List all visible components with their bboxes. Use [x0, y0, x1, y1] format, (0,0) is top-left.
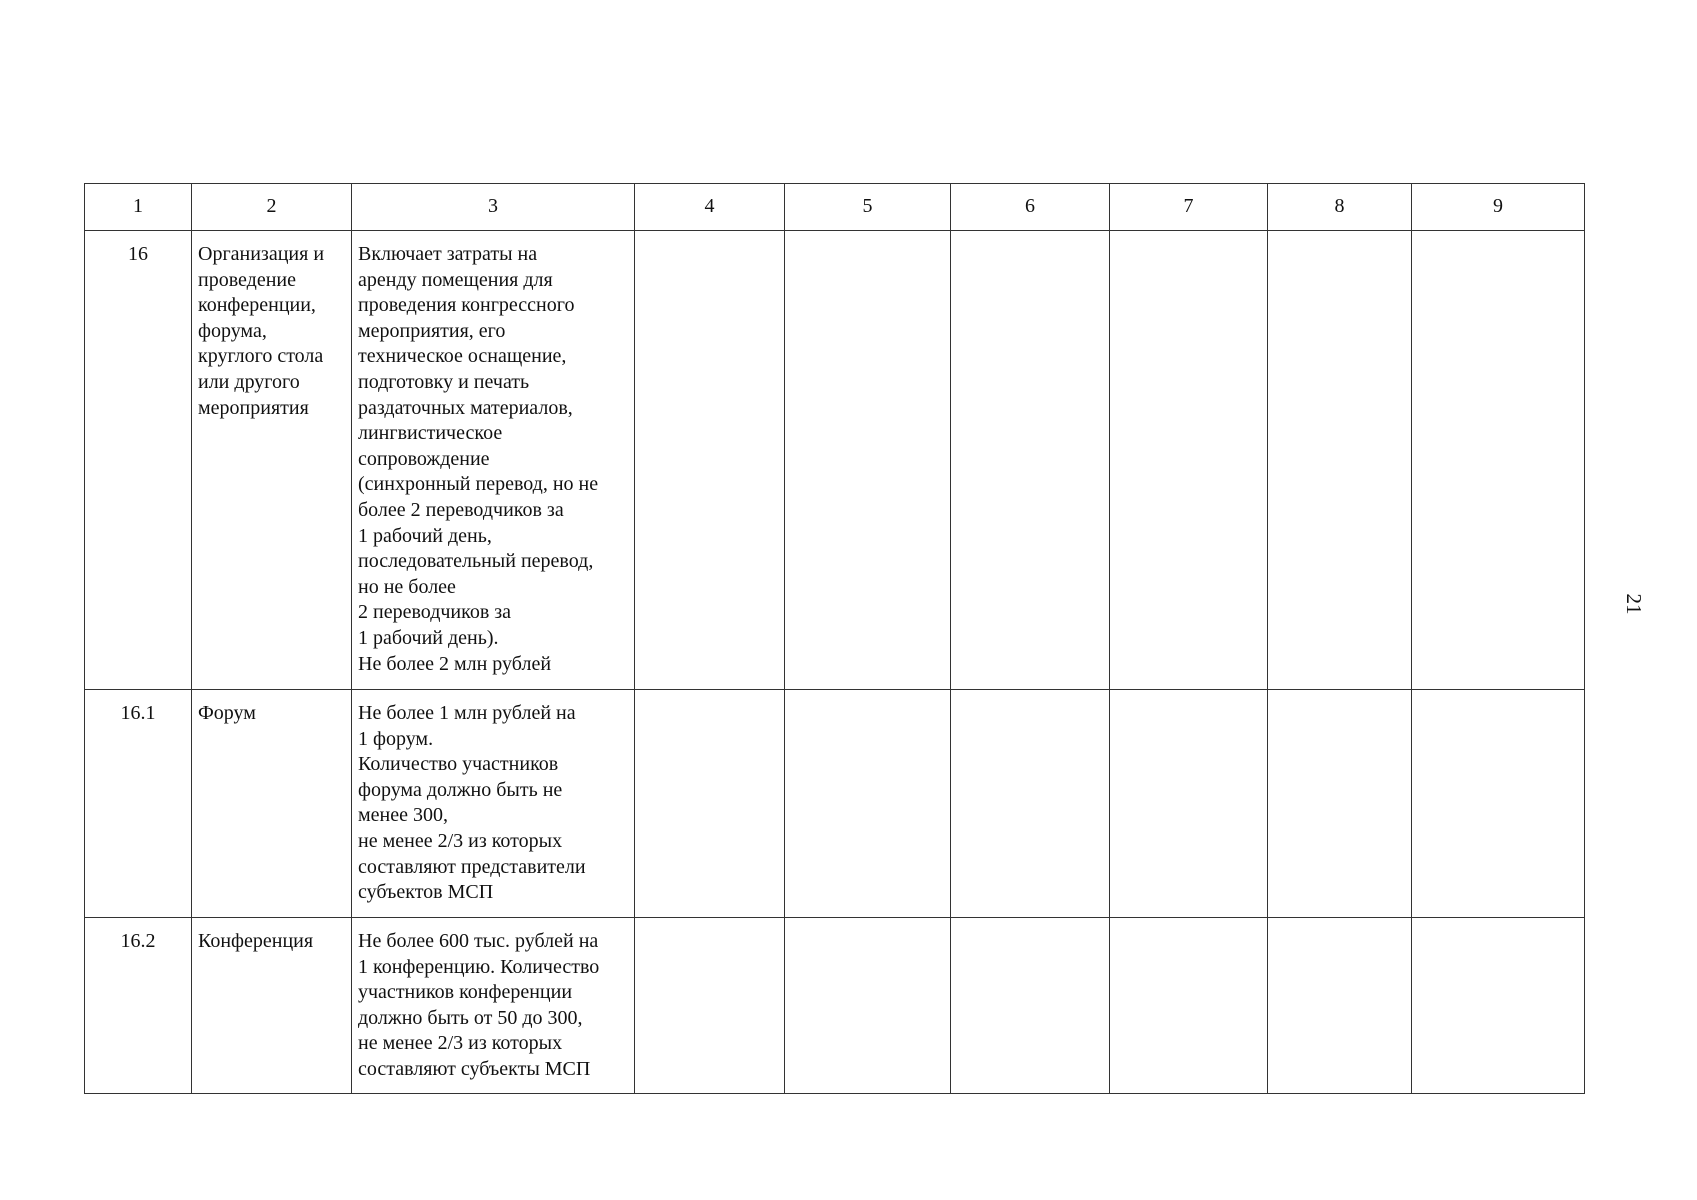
data-table	[84, 183, 1585, 1094]
row-description-cell: Включает затраты на аренду помещения для проведения конгрессного мероприятия, его техническое оснащение, подготовку и печать раздаточных материалов, лингвистическое сопровождение (синхронный перевод, но не более 2 переводчиков за 1 рабочий день, последовательный перевод, но не более 2 переводчиков за 1 рабочий день). Не более 2 млн рублей	[352, 231, 635, 690]
empty-cell-col6	[951, 231, 1110, 690]
empty-cell-col4	[635, 231, 785, 690]
table-row	[85, 690, 1585, 918]
row-number-cell: 16	[85, 231, 192, 690]
table-row	[85, 918, 1585, 1094]
row-number-cell: 16.1	[85, 690, 192, 918]
row-name-cell: Форум	[192, 690, 352, 918]
header-cell-9: 9	[1412, 184, 1585, 231]
header-cell-1: 1	[85, 184, 192, 231]
empty-cell-col7	[1110, 231, 1268, 690]
table-row	[85, 231, 1585, 690]
row-description-cell: Не более 600 тыс. рублей на 1 конференцию. Количество участников конференции должно быть от 50 до 300, не менее 2/3 из которых составляют субъекты МСП	[352, 918, 635, 1094]
header-cell-4: 4	[635, 184, 785, 231]
empty-cell-col4	[635, 690, 785, 918]
header-cell-5: 5	[785, 184, 951, 231]
header-cell-3: 3	[352, 184, 635, 231]
empty-cell-col7	[1110, 918, 1268, 1094]
empty-cell-col8	[1268, 918, 1412, 1094]
empty-cell-col9	[1412, 918, 1585, 1094]
empty-cell-col5	[785, 231, 951, 690]
empty-cell-col5	[785, 690, 951, 918]
table-header-row	[85, 184, 1585, 231]
empty-cell-col4	[635, 918, 785, 1094]
header-cell-6: 6	[951, 184, 1110, 231]
empty-cell-col8	[1268, 690, 1412, 918]
empty-cell-col9	[1412, 690, 1585, 918]
row-number-cell: 16.2	[85, 918, 192, 1094]
empty-cell-col6	[951, 918, 1110, 1094]
empty-cell-col9	[1412, 231, 1585, 690]
row-name-cell: Конференция	[192, 918, 352, 1094]
header-cell-8: 8	[1268, 184, 1412, 231]
header-cell-7: 7	[1110, 184, 1268, 231]
empty-cell-col6	[951, 690, 1110, 918]
page-number: 21	[1622, 593, 1646, 615]
empty-cell-col8	[1268, 231, 1412, 690]
empty-cell-col7	[1110, 690, 1268, 918]
header-cell-2: 2	[192, 184, 352, 231]
empty-cell-col5	[785, 918, 951, 1094]
row-name-cell: Организация и проведение конференции, форума, круглого стола или другого мероприятия	[192, 231, 352, 690]
row-description-cell: Не более 1 млн рублей на 1 форум. Количество участников форума должно быть не менее 300, не менее 2/3 из которых составляют представители субъектов МСП	[352, 690, 635, 918]
